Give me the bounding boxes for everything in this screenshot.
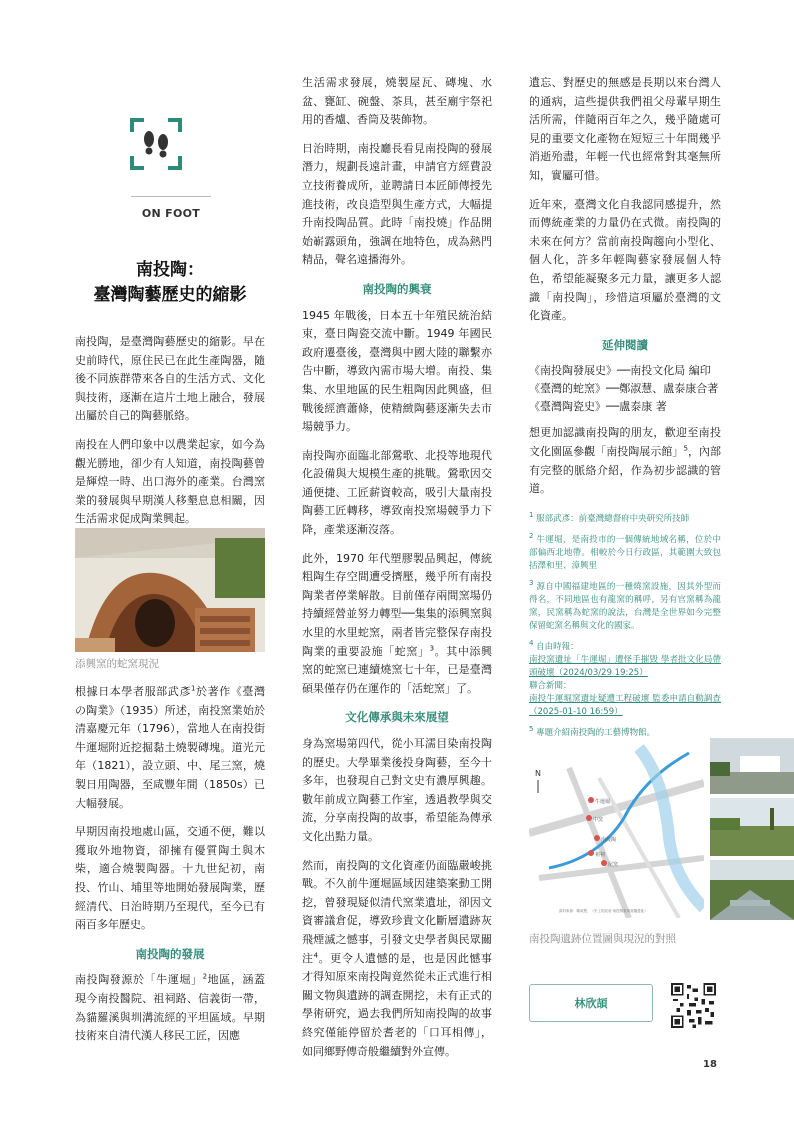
paragraph: 生活需求發展，燒製屋瓦、磚塊、水盆、甕缸、碗盤、茶具，甚至廟宇祭祀用的香爐、香筒及裝飾物。 bbox=[302, 76, 492, 127]
footnote-1: $^1$ 服部武彥：前臺灣總督府中央研究所技師 bbox=[529, 510, 690, 524]
footnote-5: $^5$ 專題介紹南投陶的工藝博物館。 bbox=[529, 724, 656, 738]
map-label: 牛運堀 bbox=[595, 799, 611, 805]
paragraph: 想更加認識南投陶的朋友，歡迎至南投文化園區參觀「南投陶展示館」$^5$，內部有完整的脈絡介紹，作為初步認識的管道。 bbox=[529, 426, 721, 496]
north-arrow-label: N bbox=[535, 769, 541, 778]
column-3 bbox=[529, 74, 721, 748]
site-location-map bbox=[529, 738, 704, 918]
footnote-4: $^4$ 自由時報： 南投窯遺址「牛運堀」遭怪手摧毀 學者批文化局帶頭破壞（2024/03/29 19:25） 聯合新聞： 南投牛運堀窯遺址疑遭工程破壞 監委申請自動調查（2025-01-10 16:59） bbox=[529, 638, 721, 717]
map-label: 中窯 bbox=[593, 817, 604, 823]
paragraph: 遺忘、對歷史的無感是長期以來台灣人的通病，這些提供我們祖父母輩早期生活所需，伴隨兩百年之久，幾乎隨處可見的重要文化產物在短短三十年間幾乎消逝殆盡，年輕一代也經常對其毫無所知，實屬可惜。 bbox=[529, 76, 721, 182]
paragraph: 身為窯場第四代，從小耳濡目染南投陶的歷史。大學畢業後投身陶藝，至今十多年，也發現自己對文史有濃厚興趣。數年前成立陶藝工作室，透過教學與交流，分享南投陶的故事，希望能為傳承文化出點力量。 bbox=[302, 737, 492, 843]
site-photo-1 bbox=[710, 738, 794, 794]
column-2 bbox=[302, 74, 492, 1071]
footprints-logo-icon bbox=[130, 118, 182, 170]
news-link-1[interactable]: 南投窯遺址「牛運堀」遭怪手摧毀 學者批文化局帶頭破壞（2024/03/29 19:25） bbox=[529, 654, 721, 678]
site-photo-2 bbox=[710, 798, 794, 856]
qr-code-icon[interactable] bbox=[671, 983, 716, 1028]
map-label: 祖祠 bbox=[595, 852, 606, 858]
reading-item: 《臺灣陶瓷史》──盧泰康 著 bbox=[529, 400, 667, 414]
paragraph: 根據日本學者服部武彥$^1$於著作《臺灣の陶業》（1935）所述，南投窯業始於清嘉慶元年（1796），當地人在南投街牛運堀附近挖掘黏土燒製磚塊。道光元年（1821），設立頭、中、尾三窯，燒製日用陶器，至咸豐年間（1850s）已大幅發展。 bbox=[75, 684, 266, 810]
footnotes bbox=[529, 510, 721, 740]
section-heading: 南投陶的發展 bbox=[135, 946, 205, 961]
section-heading: 延伸閱讀 bbox=[602, 337, 648, 352]
paragraph: 南投陶發源於「牛運堀」$^2$地區，涵蓋現今南投醫院、祖祠路、信義街一帶，為貓羅溪與圳溝流經的平坦區域。早期技術來自清代漢人移民工匠，因應 bbox=[75, 972, 266, 1043]
title-line-2: 臺灣陶藝歷史的縮影 bbox=[93, 285, 247, 305]
paragraph: 南投陶亦面臨北部鶯歌、北投等地現代化設備與大規模生產的挑戰。鶯歌因交通便捷、工匠薪資較高，吸引大量南投陶藝工匠轉移，導致南投窯場競爭力下降，產業逐漸沒落。 bbox=[302, 448, 492, 537]
section-tag: ON FOOT bbox=[141, 207, 201, 220]
map-source: 資料來源：鄭淑慧，《史上的紋表·南投陶業與窯爐遺址》 bbox=[559, 909, 648, 913]
author-name: 林欣頡 bbox=[529, 984, 653, 1022]
tag-divider bbox=[131, 196, 211, 197]
reading-item: 《臺灣的蛇窯》──鄭淑慧、盧泰康合著 bbox=[529, 382, 719, 396]
column-1-continued bbox=[75, 683, 265, 1056]
page-number: 18 bbox=[703, 1059, 717, 1070]
footnote-mark: 2 bbox=[202, 972, 208, 981]
paragraph: 早期因南投地處山區，交通不便，難以獲取外地物資，卻擁有優質陶土與木柴，適合燒製陶器。十九世紀初，南投、竹山、埔里等地開始發展陶業，歷經清代、日治時期乃至現代，至今已有兩百多年歷史。 bbox=[75, 825, 265, 932]
column-1 bbox=[75, 333, 265, 539]
map-label: 尾窯 bbox=[608, 862, 619, 868]
footnote-2: $^2$ 牛運堀，是南投市的一個傳統地域名稱，位於中部偏西北地帶。相較於今日行政區，其範圍大致包括澤和里、漳興里 bbox=[529, 531, 721, 571]
paragraph: 然而，南投陶的文化資產仍面臨嚴峻挑戰。不久前牛運堀區域因建築案動工開挖，曾發現疑似清代窯業遺址，卻因文資審議倉促，導致珍貴文化斷層遺跡灰飛煙滅之憾事，引發文史學者與民眾關注$^4$。更令人遺憾的是，也是因此憾事才得知原來南投陶竟然從未正式進行相關文物與遺跡的調查開挖，未有正式的學術研究，過去我們所知南投陶的故事終究僅能停留於耆老的「口耳相傳」，如同鄉野傳奇般繼續對外宣傳。 bbox=[302, 858, 493, 1058]
paragraph: 南投在人們印象中以農業起家，如今為觀光勝地，卻少有人知道，南投陶藝曾是輝煌一時、出口海外的產業。台灣窯業的發展與早期漢人移墾息息相關，因生活需求促成陶業興起。 bbox=[75, 437, 265, 526]
footnote-mark: 1 bbox=[190, 684, 196, 693]
snake-kiln-photo bbox=[75, 528, 265, 652]
paragraph: 日治時期，南投廳長看見南投陶的發展潛力，規劃長遠計畫，申請官方經費設立技術養成所，並聘請日本匠師傳授先進技術，改良造型與生產方式，大幅提升南投陶品質。此時「南投燒」作品開始嶄露頭角，強調在地特色，成為熱門精品，聲名遠播海外。 bbox=[302, 141, 492, 267]
article-title bbox=[75, 258, 265, 308]
footnote-3: $^3$ 源自中國福建地區的一種燒窯設施，因其外型而得名，不同地區也有龍窯的稱呼，另有官窯稱為龍窯，民窯稱為蛇窯的說法，台灣是全世界如今完整保留蛇窯名稱與文化的國家。 bbox=[529, 578, 721, 631]
map-label: 南投陶 bbox=[601, 837, 617, 843]
paragraph: 1945 年戰後，日本五十年殖民統治結束，臺日陶瓷交流中斷。1949 年國民政府遷臺後，臺灣與中國大陸的聯繫亦告中斷，導致內需市場大增。南投、集集、水里地區的民生粗陶因此興盛，但戰後經濟蕭條，使精緻陶藝逐漸失去市場競爭力。 bbox=[302, 308, 492, 434]
reading-list bbox=[529, 362, 721, 416]
site-photo-3 bbox=[710, 860, 794, 920]
photo-caption: 添興窯的蛇窯現況 bbox=[75, 658, 159, 670]
section-heading: 南投陶的興衰 bbox=[362, 281, 432, 296]
paragraph: 南投陶，是臺灣陶藝歷史的縮影。早在史前時代，原住民已在此生產陶器，隨後不同族群帶來各自的生活方式、文化與技術，逐漸在這片土地上融合，發展出屬於自己的陶藝脈絡。 bbox=[75, 335, 265, 423]
reading-item: 《南投陶發展史》──南投文化局 編印 bbox=[529, 364, 711, 378]
map-caption: 南投陶遺跡位置圖與現況的對照 bbox=[529, 933, 676, 945]
news-link-2[interactable]: 南投牛運堀窯遺址疑遭工程破壞 監委申請自動調查（2025-01-10 16:59） bbox=[529, 693, 721, 717]
paragraph: 此外，1970 年代塑膠製品興起，傳統粗陶生存空間遭受擠壓，幾乎所有南投陶業者停業解散。目前僅存兩間窯場仍持續經營並努力轉型──集集的添興窯與水里的水里蛇窯，兩者皆完整保存南投陶業的重要設施「蛇窯」$^3$。其中添興窯的蛇窯已連續燒窯七十年，已是臺灣碩果僅存仍在運作的「活蛇窯」了。 bbox=[302, 551, 493, 695]
footnote-mark: 5 bbox=[683, 444, 688, 453]
footnote-mark: 4 bbox=[313, 950, 319, 959]
title-line-1: 南投陶： bbox=[136, 260, 204, 280]
paragraph: 近年來，臺灣文化自我認同感提升，然而傳統產業的力量仍在式微。南投陶的未來在何方？當前南投陶趨向小型化、個人化，許多年輕陶藝家發展個人特色，希望能凝聚多元力量，讓更多人認識「南投陶」，珍惜這項屬於臺灣的文化資產。 bbox=[529, 197, 721, 323]
footnote-mark: 3 bbox=[429, 643, 435, 652]
section-heading: 文化傳承與未來展望 bbox=[345, 710, 449, 725]
